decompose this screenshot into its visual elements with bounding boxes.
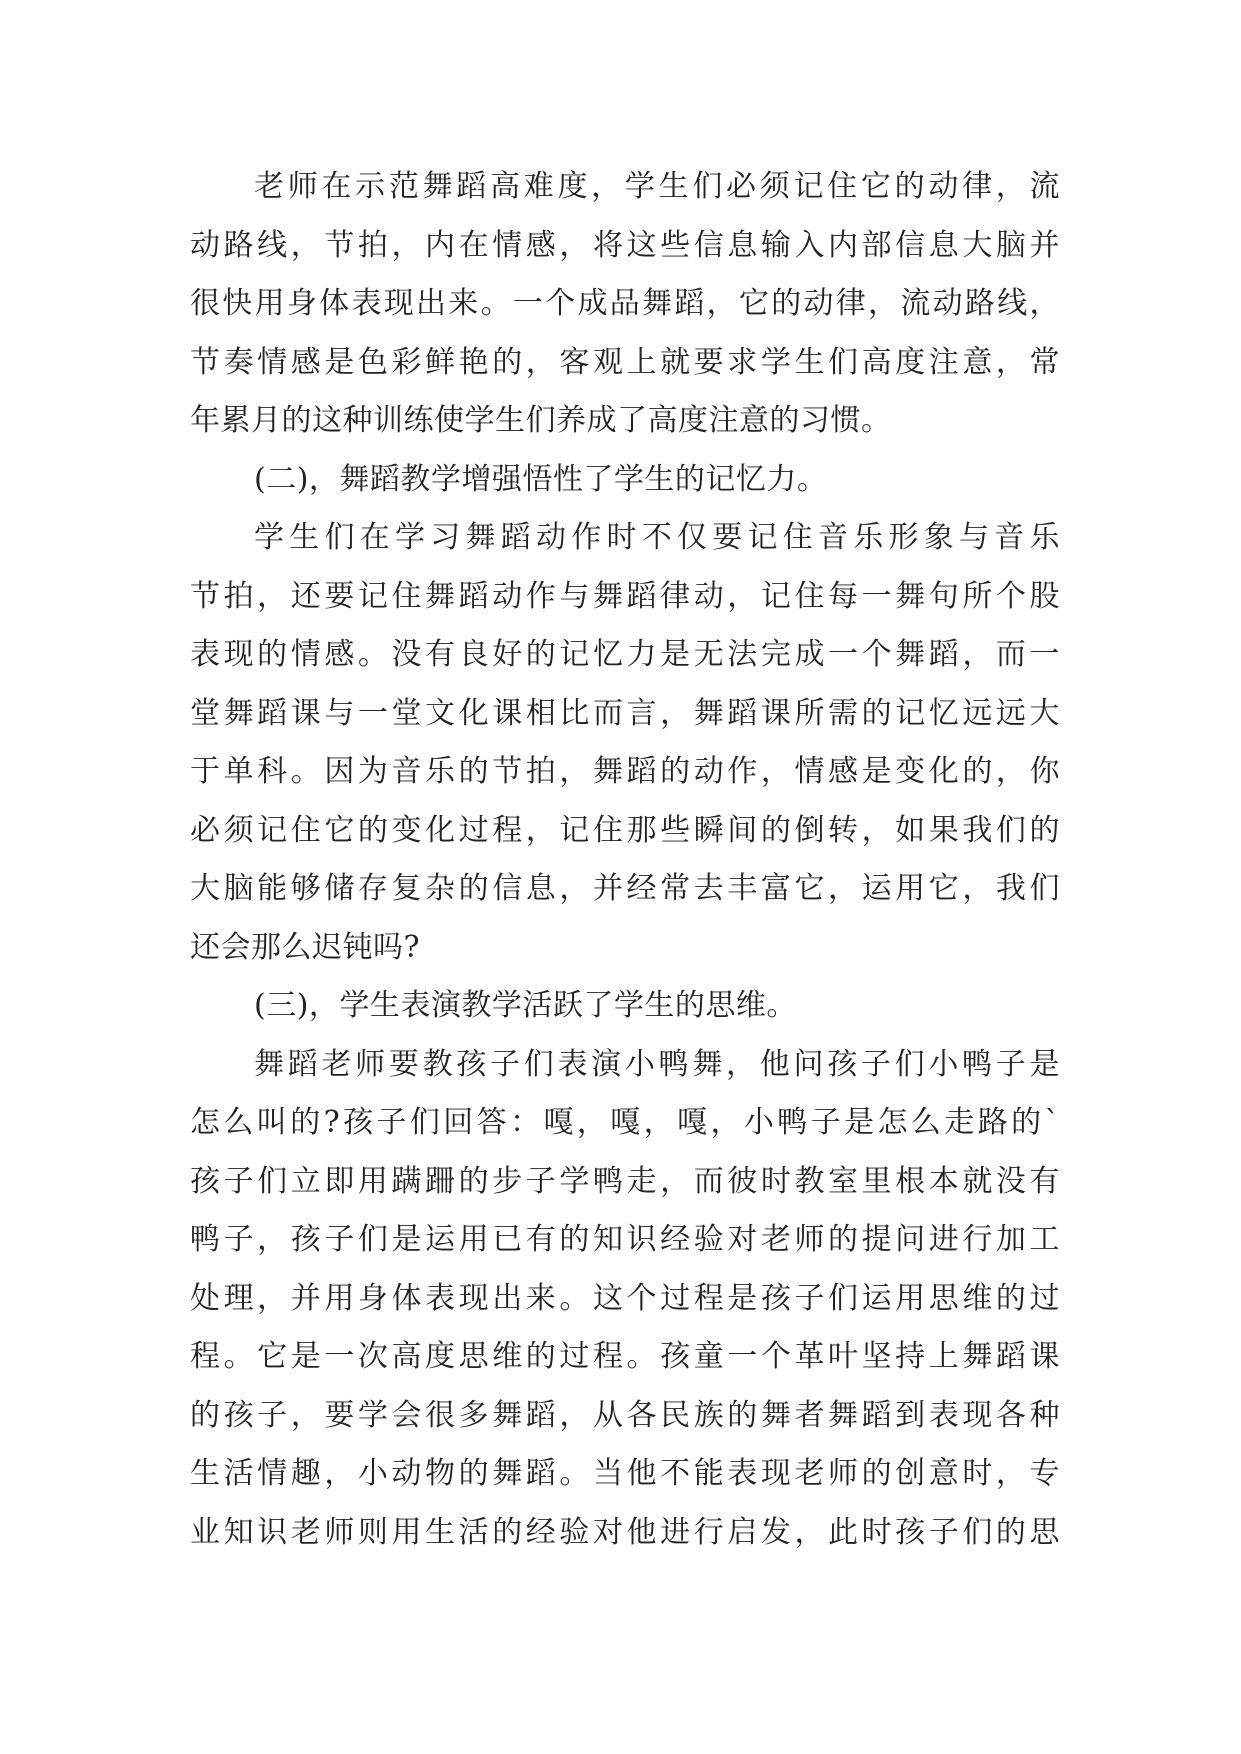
heading-line: (二)，舞蹈教学增强悟性了学生的记忆力。 (254, 461, 828, 497)
text-line: 舞蹈老师要教孩子们表演小鸭舞，他问孩子们小鸭子是 (254, 1046, 1060, 1082)
text-line: 程。它是一次高度思维的过程。孩童一个革叶坚持上舞蹈课 (190, 1339, 1060, 1374)
text-line: 处理，并用身体表现出来。这个过程是孩子们运用思维的过 (190, 1280, 1060, 1316)
text-line: 学生们在学习舞蹈动作时不仅要记住音乐形象与音乐 (254, 520, 1060, 555)
text-line: 很快用身体表现出来。一个成品舞蹈，它的动律，流动路线， (190, 286, 1060, 321)
paragraph-3 (190, 1036, 1060, 1563)
text-line: 年累月的这种训练使学生们养成了高度注意的习惯。 (190, 403, 892, 438)
text-line: 表现的情感。没有良好的记忆力是无法完成一个舞蹈，而一 (190, 637, 1060, 672)
paragraph-2 (190, 509, 1060, 977)
text-line: 业知识老师则用生活的经验对他进行启发，此时孩子们的思 (190, 1514, 1060, 1550)
body-text (190, 158, 1060, 1562)
text-line: 堂舞蹈课与一堂文化课相比而言，舞蹈课所需的记忆远远大 (190, 695, 1060, 731)
text-line: 于单科。因为音乐的节拍，舞蹈的动作，情感是变化的，你 (190, 754, 1060, 789)
text-line: 大脑能够储存复杂的信息，并经常去丰富它，运用它，我们 (190, 871, 1060, 906)
paragraph-1 (190, 158, 1060, 451)
text-line: 鸭子，孩子们是运用已有的知识经验对老师的提问进行加工 (190, 1222, 1060, 1257)
text-line: 老师在示范舞蹈高难度，学生们必须记住它的动律，流 (254, 169, 1060, 204)
text-line: 节拍，还要记住舞蹈动作与舞蹈律动，记住每一舞句所个股 (190, 578, 1060, 614)
text-line: 节奏情感是色彩鲜艳的，客观上就要求学生们高度注意，常 (190, 344, 1060, 380)
text-line: 还会那么迟钝吗? (190, 929, 421, 965)
text-line: 的孩子，要学会很多舞蹈，从各民族的舞者舞蹈到表现各种 (190, 1397, 1060, 1433)
text-line: 孩子们立即用蹒跚的步子学鸭走，而彼时教室里根本就没有 (190, 1163, 1060, 1199)
text-line: 动路线，节拍，内在情感，将这些信息输入内部信息大脑并 (190, 227, 1060, 263)
section-heading-2 (190, 451, 1060, 510)
text-line: 怎么叫的?孩子们回答：嘎，嘎，嘎，小鸭子是怎么走路的` (190, 1105, 1060, 1140)
text-line: 生活情趣，小动物的舞蹈。当他不能表现老师的创意时，专 (190, 1456, 1060, 1491)
heading-line: (三)，学生表演教学活跃了学生的思维。 (254, 988, 797, 1023)
section-heading-3 (190, 977, 1060, 1036)
text-line: 必须记住它的变化过程，记住那些瞬间的倒转，如果我们的 (190, 812, 1060, 848)
